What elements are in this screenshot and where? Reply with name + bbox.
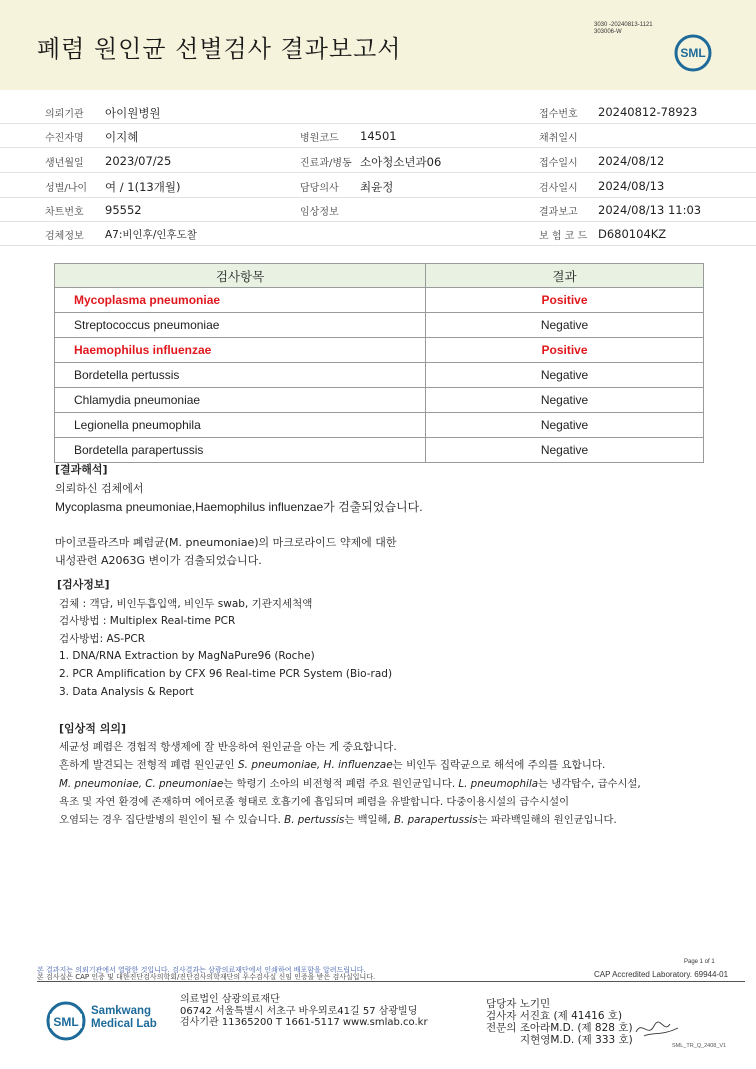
clinical-text: 는 파라백일해의 원인균입니다.: [477, 814, 617, 826]
clinical-label: 임상정보: [300, 207, 339, 218]
patient-name: 이지혜: [105, 130, 139, 144]
birth-label: 생년월일: [45, 158, 84, 169]
test-info-line: 검체 : 객담, 비인두흡입액, 비인두 swab, 기관지세척액: [59, 598, 313, 610]
report-date-label: 결과보고: [539, 207, 578, 218]
footer-staff: [486, 998, 633, 1046]
info-row: [0, 173, 756, 198]
test-info-line: 2. PCR Amplification by CFX 96 Real-time PCR System (Bio-rad): [59, 668, 393, 680]
table-header-row: [55, 264, 704, 288]
table-row: [55, 388, 704, 413]
report-code-line: 3030 -20240813-1121: [594, 22, 653, 28]
address-line: 검사기관 11365200 T 1661-5117 www.smlab.co.kr: [180, 1017, 428, 1028]
sex-age-label: 성별/나이: [45, 183, 88, 194]
test-result: Negative: [426, 313, 704, 338]
patient-label: 수진자명: [45, 133, 84, 144]
col-item-header: 검사항목: [55, 264, 426, 288]
staff-line: 지현영M.D. (제 333 호): [520, 1034, 633, 1046]
interpretation-line: 마이코플라즈마 폐렴균(M. pneumoniae)의 마크로라이드 약제에 대한: [55, 536, 397, 549]
clinical-text: 는 백일해,: [344, 814, 394, 826]
cap-accreditation: CAP Accredited Laboratory. 69944-01: [594, 970, 729, 979]
logo-text: SML: [53, 1015, 79, 1029]
birth-date: 2023/07/25: [105, 154, 172, 168]
table-row: [55, 313, 704, 338]
test-info-line: 검사방법: AS-PCR: [59, 633, 146, 645]
requesting-org-label: 의뢰기관: [45, 109, 84, 120]
clinical-text: 는 냉각탑수, 급수시설,: [538, 778, 641, 790]
test-result: Negative: [426, 388, 704, 413]
test-result: Positive: [426, 288, 704, 313]
interpretation-line: Mycoplasma pneumoniae,Haemophilus influenzae가 검출되었습니다.: [55, 500, 423, 514]
test-item: Bordetella parapertussis: [55, 438, 426, 463]
info-row: [0, 99, 756, 124]
staff-line: 전문의 조아라M.D. (제 828 호): [486, 1022, 633, 1034]
dept-label: 진료과/병동: [300, 158, 352, 169]
logo-text: SML: [680, 46, 706, 60]
insurance-code: D680104KZ: [598, 227, 667, 241]
specimen-label: 검체정보: [45, 231, 84, 242]
species-name: M. pneumoniae, C. pneumoniae: [59, 778, 224, 790]
requesting-org: 아이원병원: [105, 106, 161, 120]
results-table: [54, 263, 704, 463]
species-name: B. pertussis: [284, 814, 345, 826]
report-date: 2024/08/13 11:03: [598, 203, 702, 217]
doctor-label: 담당의사: [300, 183, 339, 194]
test-info-heading: [검사정보]: [57, 578, 110, 591]
test-date: 2024/08/13: [598, 179, 665, 193]
info-row: [0, 221, 756, 246]
receipt-no-label: 접수번호: [539, 109, 578, 120]
clinical-text: 는 비인두 집락균으로 해석에 주의를 요합니다.: [392, 759, 606, 771]
test-result: Positive: [426, 338, 704, 363]
clinical-meaning-line: [59, 757, 605, 772]
interpretation-line: 의뢰하신 검체에서: [55, 482, 144, 495]
test-item: Haemophilus influenzae: [55, 338, 426, 363]
test-result: Negative: [426, 438, 704, 463]
report-code-line: 303006-W: [594, 29, 622, 35]
table-row: [55, 338, 704, 363]
species-name: L. pneumophila: [458, 778, 539, 790]
clinical-meaning-heading: [임상적 의의]: [59, 722, 127, 735]
report-header: [0, 0, 756, 90]
receipt-date: 2024/08/12: [598, 154, 665, 168]
test-result: Negative: [426, 413, 704, 438]
clinical-text: 오염되는 경우 집단발병의 원인이 될 수 있습니다.: [59, 814, 285, 826]
clinical-meaning-line: [59, 811, 617, 826]
address-line: 06742 서울특별시 서초구 바우뫼로41길 57 삼광빌딩: [180, 1005, 418, 1017]
form-version: SML_TR_Q_2408_V1: [672, 1043, 727, 1049]
info-row: [0, 123, 756, 148]
sex-age: 여 / 1(13개월): [105, 180, 181, 194]
insurance-label: 보 험 코 드: [539, 231, 588, 242]
specimen: A7:비인후/인후도찰: [105, 229, 197, 241]
brand-line: Medical Lab: [91, 1018, 157, 1030]
clinical-meaning-line: 세균성 폐렴은 경험적 항생제에 잘 반응하여 원인균을 아는 게 중요합니다.: [59, 741, 397, 753]
test-item: Streptococcus pneumoniae: [55, 313, 426, 338]
hospital-code: 14501: [360, 129, 397, 143]
table-row: [55, 438, 704, 463]
clinical-text: 흔하게 발견되는 전형적 폐렴 원인균인: [59, 759, 238, 771]
signature-icon: [632, 1014, 682, 1044]
table-row: [55, 288, 704, 313]
receipt-no: 20240812-78923: [598, 105, 698, 119]
page-number: Page 1 of 1: [684, 959, 715, 965]
staff-line: 검사자 서진효 (제 41416 호): [486, 1010, 623, 1022]
footer-notice: 본 검사실은 CAP 인증 및 대한진단검사의학회/진단검사의학재단의 우수검사실 신임 인증을 받은 검사실입니다.: [37, 973, 376, 981]
test-date-label: 검사일시: [539, 183, 578, 194]
test-item: Bordetella pertussis: [55, 363, 426, 388]
footer-divider: [37, 981, 745, 982]
hospital-code-label: 병원코드: [300, 133, 339, 144]
test-item: Mycoplasma pneumoniae: [55, 288, 426, 313]
test-info-line: 검사방법 : Multiplex Real-time PCR: [59, 615, 236, 627]
info-row: [0, 148, 756, 173]
address-line: 의료법인 삼광의료재단: [180, 994, 280, 1005]
sml-footer-logo-icon: [45, 1000, 87, 1042]
sml-logo-icon: [673, 33, 713, 73]
table-row: [55, 363, 704, 388]
page-title: 폐렴 원인균 선별검사 결과보고서: [37, 35, 402, 63]
report-code: [594, 22, 653, 36]
test-item: Chlamydia pneumoniae: [55, 388, 426, 413]
test-item: Legionella pneumophila: [55, 413, 426, 438]
footer-brand: [91, 1005, 157, 1031]
department: 소아청소년과06: [360, 155, 442, 169]
table-row: [55, 413, 704, 438]
interpretation-heading: [결과해석]: [55, 463, 108, 476]
test-result: Negative: [426, 363, 704, 388]
receipt-date-label: 접수일시: [539, 158, 578, 169]
chart-no-label: 차트번호: [45, 207, 84, 218]
clinical-meaning-line: [59, 775, 641, 790]
footer-address: [180, 994, 428, 1029]
species-name: S. pneumoniae, H. influenzae: [237, 759, 393, 771]
interpretation-line: 내성관련 A2063G 변이가 검출되었습니다.: [55, 554, 262, 567]
collect-date-label: 채취일시: [539, 133, 578, 144]
doctor-name: 최윤정: [360, 180, 394, 194]
col-result-header: 결과: [426, 264, 704, 288]
brand-line: Samkwang: [91, 1005, 152, 1017]
staff-line: 담당자 노기민: [486, 998, 551, 1010]
clinical-text: 는 학령기 소아의 비전형적 폐렴 주요 원인균입니다.: [223, 778, 459, 790]
info-row: [0, 197, 756, 222]
chart-no: 95552: [105, 203, 142, 217]
clinical-meaning-line: 욕조 및 자연 환경에 존재하며 에어로졸 형태로 호흡기에 흡입되며 폐렴을 유발합니다. 다중이용시설의 급수시설이: [59, 796, 570, 808]
footer-notice: 본 결과지는 의뢰기관에서 열람한 것입니다. 검사결과는 삼광의료재단에서 인쇄하여 배포함을 알려드립니다.: [37, 966, 366, 974]
test-info-line: 3. Data Analysis & Report: [59, 686, 194, 698]
species-name: B. parapertussis: [393, 814, 478, 826]
test-info-line: 1. DNA/RNA Extraction by MagNaPure96 (Roche): [59, 650, 315, 662]
